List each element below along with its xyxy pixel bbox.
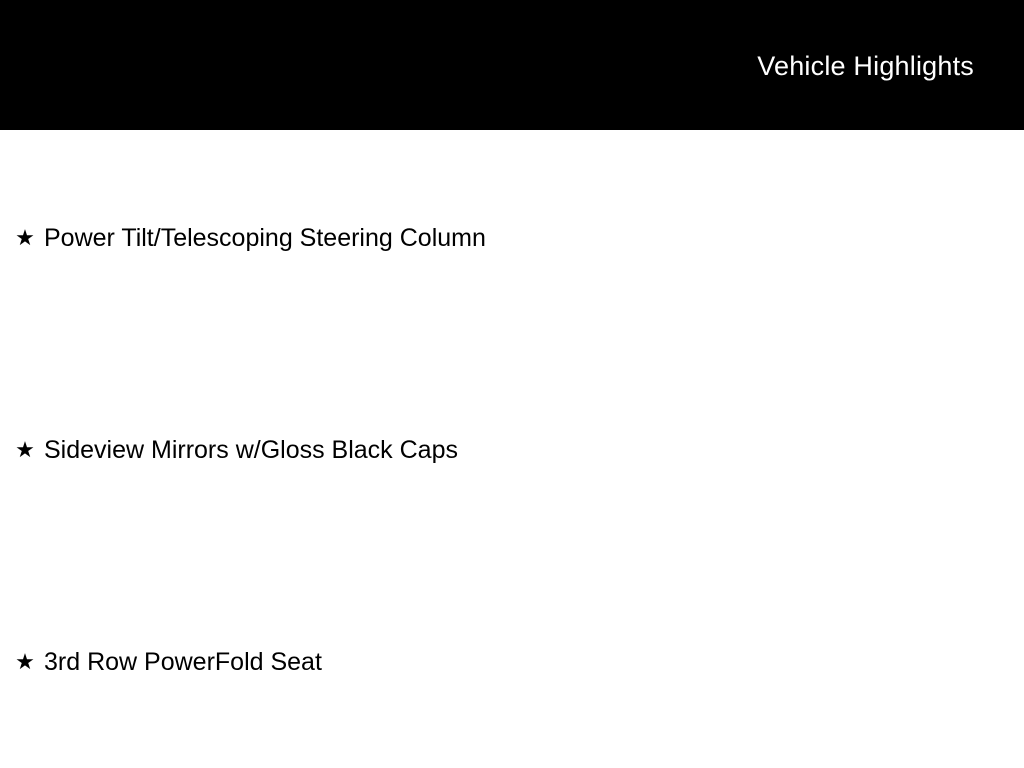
highlight-label: Sideview Mirrors w/Gloss Black Caps — [44, 436, 458, 464]
list-item — [0, 642, 1024, 682]
list-item — [0, 218, 1024, 258]
list-item — [0, 430, 1024, 470]
highlight-label: Power Tilt/Telescoping Steering Column — [44, 224, 486, 252]
header-bar — [0, 0, 1024, 130]
page-title: Vehicle Highlights — [757, 51, 974, 81]
star-icon: ★ — [15, 437, 35, 462]
star-icon: ★ — [15, 649, 35, 674]
star-icon: ★ — [15, 225, 35, 250]
highlights-list — [0, 130, 1024, 768]
highlight-label: 3rd Row PowerFold Seat — [44, 648, 322, 676]
